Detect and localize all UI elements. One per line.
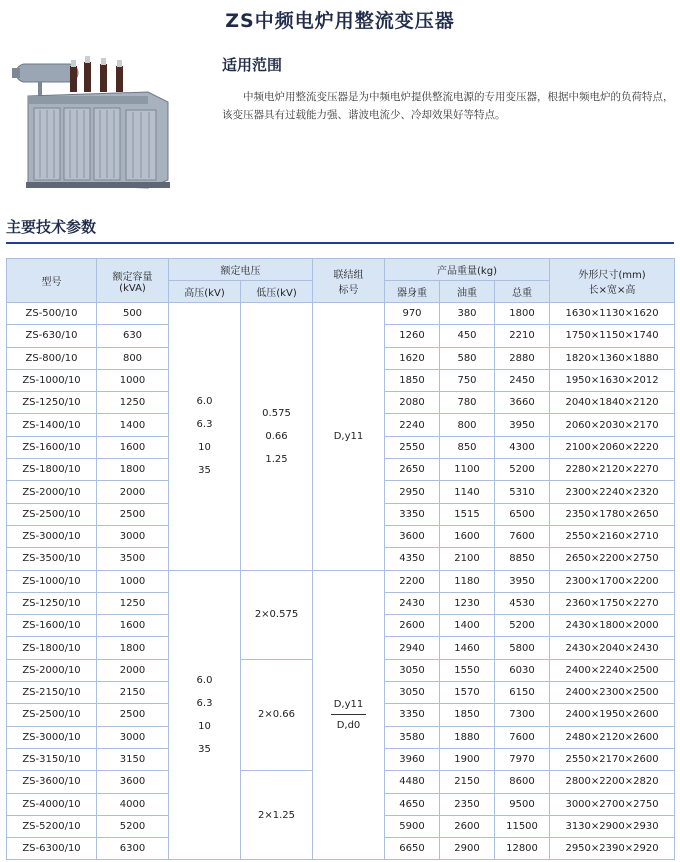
model-cell: ZS-3000/10 [7, 726, 97, 748]
dims-cell: 3130×2900×2930 [550, 815, 675, 837]
total-weight-cell: 6150 [495, 682, 550, 704]
scope-heading: 适用范围 [222, 56, 283, 74]
capacity-cell: 3000 [97, 726, 169, 748]
total-weight-cell: 7300 [495, 704, 550, 726]
dims-cell: 2430×1800×2000 [550, 615, 675, 637]
capacity-cell: 3600 [97, 771, 169, 793]
table-body [7, 303, 675, 860]
model-cell: ZS-3000/10 [7, 525, 97, 547]
oil-weight-cell: 2150 [440, 771, 495, 793]
voltage-value: 0.575 [262, 407, 291, 419]
voltage-value: 35 [198, 465, 211, 477]
body-weight-cell: 4480 [385, 771, 440, 793]
body-weight-cell: 2240 [385, 414, 440, 436]
model-cell: ZS-5200/10 [7, 815, 97, 837]
capacity-cell: 1800 [97, 637, 169, 659]
body-weight-cell: 970 [385, 303, 440, 325]
oil-weight-cell: 2900 [440, 838, 495, 860]
model-cell: ZS-500/10 [7, 303, 97, 325]
body-weight-cell: 2200 [385, 570, 440, 592]
body-weight-cell: 3350 [385, 704, 440, 726]
total-weight-cell: 6030 [495, 659, 550, 681]
model-cell: ZS-800/10 [7, 347, 97, 369]
model-cell: ZS-6300/10 [7, 838, 97, 860]
connection-top: D,y11 [331, 697, 367, 715]
oil-weight-cell: 1880 [440, 726, 495, 748]
oil-weight-cell: 1140 [440, 481, 495, 503]
dims-cell: 2400×2240×2500 [550, 659, 675, 681]
voltage-value: 35 [198, 743, 211, 755]
total-weight-cell: 3660 [495, 392, 550, 414]
model-cell: ZS-1000/10 [7, 570, 97, 592]
oil-weight-cell: 750 [440, 369, 495, 391]
capacity-cell: 1000 [97, 369, 169, 391]
params-heading: 主要技术参数 [6, 218, 97, 236]
col-oil-weight: 油重 [440, 281, 495, 303]
oil-weight-cell: 1570 [440, 682, 495, 704]
model-cell: ZS-4000/10 [7, 793, 97, 815]
table-header [7, 259, 675, 303]
total-weight-cell: 4300 [495, 436, 550, 458]
oil-weight-cell: 2100 [440, 548, 495, 570]
total-weight-cell: 11500 [495, 815, 550, 837]
oil-weight-cell: 1515 [440, 503, 495, 525]
body-weight-cell: 4650 [385, 793, 440, 815]
lv-cell: 2×0.575 [241, 570, 313, 659]
oil-weight-cell: 2350 [440, 793, 495, 815]
body-weight-cell: 4350 [385, 548, 440, 570]
oil-weight-cell: 1180 [440, 570, 495, 592]
total-weight-cell: 9500 [495, 793, 550, 815]
model-cell: ZS-1000/10 [7, 369, 97, 391]
dims-cell: 1820×1360×1880 [550, 347, 675, 369]
capacity-cell: 1400 [97, 414, 169, 436]
total-weight-cell: 5800 [495, 637, 550, 659]
body-weight-cell: 3960 [385, 748, 440, 770]
total-weight-cell: 3950 [495, 414, 550, 436]
model-cell: ZS-1800/10 [7, 637, 97, 659]
dims-cell: 2060×2030×2170 [550, 414, 675, 436]
hv-cell [169, 570, 241, 860]
capacity-cell: 2500 [97, 704, 169, 726]
body-weight-cell: 2550 [385, 436, 440, 458]
oil-weight-cell: 1900 [440, 748, 495, 770]
capacity-cell: 3150 [97, 748, 169, 770]
total-weight-cell: 7600 [495, 525, 550, 547]
capacity-cell: 500 [97, 303, 169, 325]
body-weight-cell: 1260 [385, 325, 440, 347]
body-weight-cell: 2430 [385, 592, 440, 614]
dims-cell: 2950×2390×2920 [550, 838, 675, 860]
oil-weight-cell: 450 [440, 325, 495, 347]
lv-cell: 2×0.66 [241, 659, 313, 770]
dims-cell: 2400×1950×2600 [550, 704, 675, 726]
lv-cell [241, 303, 313, 571]
col-group [313, 259, 385, 303]
model-cell: ZS-1600/10 [7, 436, 97, 458]
dims-cell: 2300×1700×2200 [550, 570, 675, 592]
model-cell: ZS-3600/10 [7, 771, 97, 793]
total-weight-cell: 1800 [495, 303, 550, 325]
dims-cell: 2800×2200×2820 [550, 771, 675, 793]
model-cell: ZS-1600/10 [7, 615, 97, 637]
capacity-cell: 800 [97, 347, 169, 369]
col-capacity [97, 259, 169, 303]
dims-cell: 2100×2060×2220 [550, 436, 675, 458]
col-model: 型号 [7, 259, 97, 303]
col-group-label: 联结组 [333, 269, 364, 281]
col-group-label2: 标号 [338, 284, 359, 296]
body-weight-cell: 2600 [385, 615, 440, 637]
oil-weight-cell: 1850 [440, 704, 495, 726]
total-weight-cell: 3950 [495, 570, 550, 592]
oil-weight-cell: 580 [440, 347, 495, 369]
body-weight-cell: 1620 [385, 347, 440, 369]
capacity-cell: 3000 [97, 525, 169, 547]
dims-cell: 2430×2040×2430 [550, 637, 675, 659]
body-weight-cell: 6650 [385, 838, 440, 860]
col-lv: 低压(kV) [241, 281, 313, 303]
dims-cell: 2280×2120×2270 [550, 459, 675, 481]
hv-cell [169, 303, 241, 571]
body-weight-cell: 3600 [385, 525, 440, 547]
body-weight-cell: 5900 [385, 815, 440, 837]
col-hv: 高压(kV) [169, 281, 241, 303]
dims-cell: 1750×1150×1740 [550, 325, 675, 347]
dims-cell: 2040×1840×2120 [550, 392, 675, 414]
table-row [7, 570, 675, 592]
oil-weight-cell: 850 [440, 436, 495, 458]
voltage-value: 6.0 [196, 674, 213, 686]
capacity-cell: 2000 [97, 481, 169, 503]
body-weight-cell: 3050 [385, 682, 440, 704]
model-cell: ZS-2000/10 [7, 481, 97, 503]
total-weight-cell: 7970 [495, 748, 550, 770]
total-weight-cell: 5200 [495, 615, 550, 637]
heading-rule [6, 242, 674, 244]
voltage-value: 6.0 [196, 396, 213, 408]
capacity-cell: 1250 [97, 392, 169, 414]
col-dims-label: 外形尺寸(mm) [578, 269, 646, 281]
total-weight-cell: 8600 [495, 771, 550, 793]
connection-cell: D,y11 [313, 303, 385, 571]
dims-cell: 2480×2120×2600 [550, 726, 675, 748]
model-cell: ZS-630/10 [7, 325, 97, 347]
capacity-cell: 1250 [97, 592, 169, 614]
total-weight-cell: 5310 [495, 481, 550, 503]
model-cell: ZS-2500/10 [7, 704, 97, 726]
dims-cell: 2360×1750×2270 [550, 592, 675, 614]
capacity-cell: 1000 [97, 570, 169, 592]
capacity-cell: 5200 [97, 815, 169, 837]
model-cell: ZS-2500/10 [7, 503, 97, 525]
dims-cell: 1950×1630×2012 [550, 369, 675, 391]
spec-table [6, 258, 675, 860]
capacity-cell: 3500 [97, 548, 169, 570]
capacity-cell: 2500 [97, 503, 169, 525]
connection-bottom: D,d0 [336, 719, 361, 731]
dims-cell: 2350×1780×2650 [550, 503, 675, 525]
total-weight-cell: 2450 [495, 369, 550, 391]
voltage-value: 1.25 [265, 453, 288, 465]
body-weight-cell: 2940 [385, 637, 440, 659]
col-body-weight: 器身重 [385, 281, 440, 303]
dims-cell: 2300×2240×2320 [550, 481, 675, 503]
col-dims-unit: 长×宽×高 [588, 284, 636, 296]
body-weight-cell: 3350 [385, 503, 440, 525]
model-cell: ZS-2150/10 [7, 682, 97, 704]
model-cell: ZS-3150/10 [7, 748, 97, 770]
col-capacity-label: 额定容量 [112, 271, 153, 283]
voltage-value: 10 [198, 442, 211, 454]
dims-cell: 2550×2160×2710 [550, 525, 675, 547]
body-weight-cell: 2950 [385, 481, 440, 503]
model-cell: ZS-3500/10 [7, 548, 97, 570]
oil-weight-cell: 1600 [440, 525, 495, 547]
dims-cell: 2400×2300×2500 [550, 682, 675, 704]
body-weight-cell: 2650 [385, 459, 440, 481]
total-weight-cell: 6500 [495, 503, 550, 525]
model-cell: ZS-2000/10 [7, 659, 97, 681]
capacity-cell: 2000 [97, 659, 169, 681]
col-dims [550, 259, 675, 303]
oil-weight-cell: 800 [440, 414, 495, 436]
total-weight-cell: 5200 [495, 459, 550, 481]
dims-cell: 1630×1130×1620 [550, 303, 675, 325]
page-title: ZS中频电炉用整流变压器 [225, 10, 455, 32]
body-weight-cell: 3580 [385, 726, 440, 748]
dims-cell: 2550×2170×2600 [550, 748, 675, 770]
capacity-cell: 1600 [97, 615, 169, 637]
total-weight-cell: 7600 [495, 726, 550, 748]
voltage-value: 10 [198, 720, 211, 732]
oil-weight-cell: 2600 [440, 815, 495, 837]
total-weight-cell: 12800 [495, 838, 550, 860]
voltage-value: 6.3 [196, 419, 213, 431]
connection-fraction [331, 697, 367, 733]
capacity-cell: 6300 [97, 838, 169, 860]
capacity-cell: 1800 [97, 459, 169, 481]
model-cell: ZS-1400/10 [7, 414, 97, 436]
connection-cell [313, 570, 385, 860]
body-weight-cell: 1850 [385, 369, 440, 391]
oil-weight-cell: 1550 [440, 659, 495, 681]
oil-weight-cell: 380 [440, 303, 495, 325]
total-weight-cell: 2210 [495, 325, 550, 347]
capacity-cell: 4000 [97, 793, 169, 815]
col-capacity-unit: (kVA) [119, 282, 146, 294]
oil-weight-cell: 1460 [440, 637, 495, 659]
scope-text: 中频电炉用整流变压器是为中频电炉提供整流电源的专用变压器，根据中频电炉的负荷特点，该变压器具有过载能力强、谐波电流少、冷却效果好等特点。 [222, 91, 674, 121]
transformer-photo [8, 52, 178, 192]
table-row [7, 303, 675, 325]
model-cell: ZS-1800/10 [7, 459, 97, 481]
body-weight-cell: 3050 [385, 659, 440, 681]
total-weight-cell: 8850 [495, 548, 550, 570]
oil-weight-cell: 1400 [440, 615, 495, 637]
col-total-weight: 总重 [495, 281, 550, 303]
voltage-value: 0.66 [265, 430, 288, 442]
model-cell: ZS-1250/10 [7, 392, 97, 414]
lv-cell: 2×1.25 [241, 771, 313, 860]
total-weight-cell: 2880 [495, 347, 550, 369]
dims-cell: 2650×2200×2750 [550, 548, 675, 570]
total-weight-cell: 4530 [495, 592, 550, 614]
oil-weight-cell: 1230 [440, 592, 495, 614]
capacity-cell: 2150 [97, 682, 169, 704]
col-weight: 产品重量(kg) [385, 259, 550, 281]
oil-weight-cell: 780 [440, 392, 495, 414]
oil-weight-cell: 1100 [440, 459, 495, 481]
model-cell: ZS-1250/10 [7, 592, 97, 614]
col-voltage: 额定电压 [169, 259, 313, 281]
capacity-cell: 630 [97, 325, 169, 347]
voltage-value: 6.3 [196, 697, 213, 709]
body-weight-cell: 2080 [385, 392, 440, 414]
capacity-cell: 1600 [97, 436, 169, 458]
dims-cell: 3000×2700×2750 [550, 793, 675, 815]
